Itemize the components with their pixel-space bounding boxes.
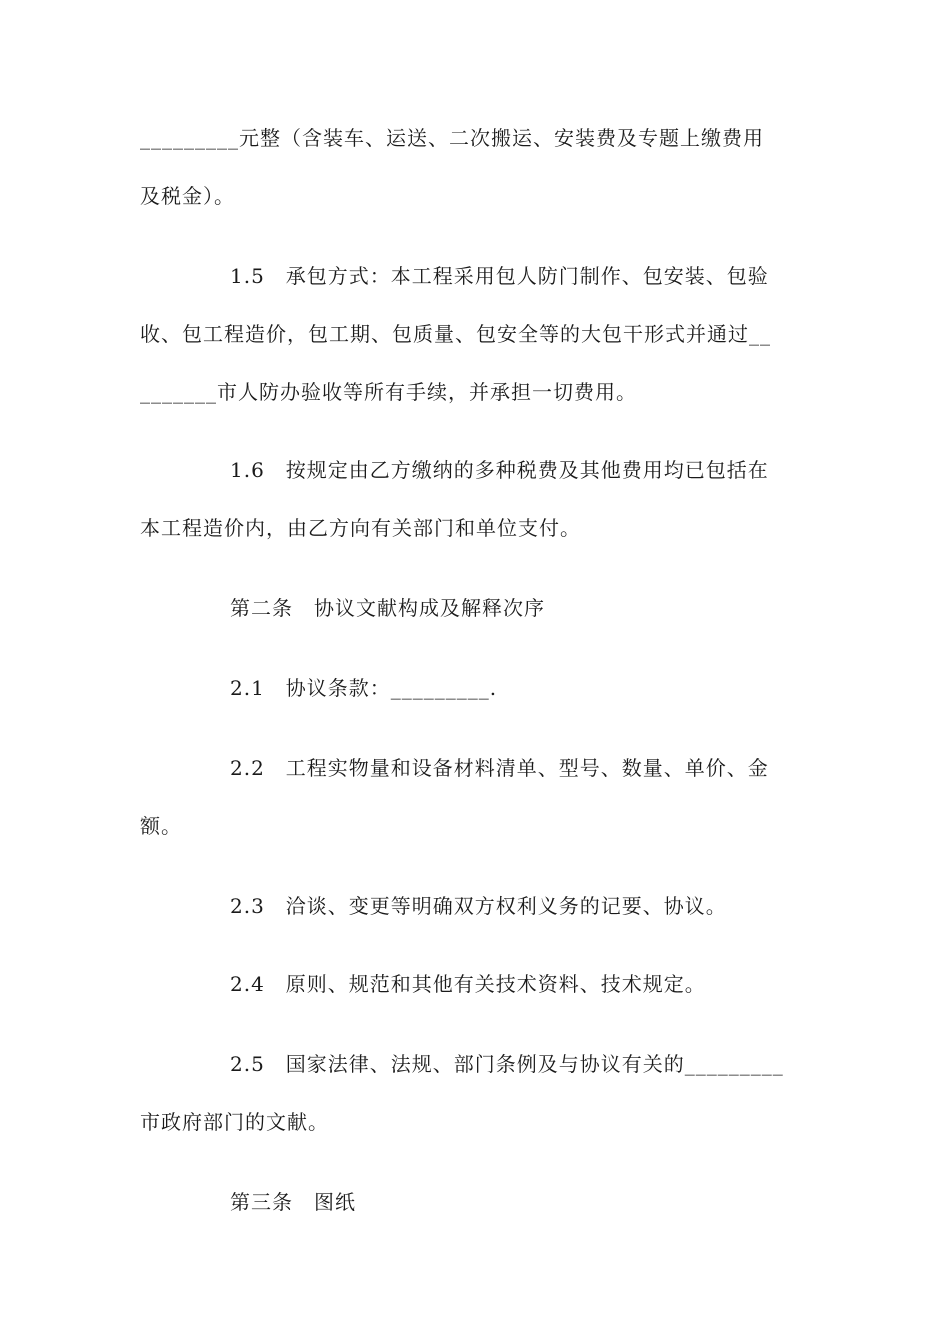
- clause-2-2: 2.2 工程实物量和设备材料清单、型号、数量、单价、金: [230, 756, 769, 780]
- text-line: 及税金）。: [140, 184, 235, 208]
- text-line: 市政府部门的文献。: [140, 1110, 329, 1134]
- article-3-heading: 第三条 图纸: [230, 1190, 356, 1214]
- clause-2-3: 2.3 洽谈、变更等明确双方权利义务的记要、协议。: [230, 894, 727, 918]
- article-2-heading: 第二条 协议文献构成及解释次序: [230, 596, 545, 620]
- clause-1-6: 1.6 按规定由乙方缴纳的多种税费及其他费用均已包括在: [230, 458, 769, 482]
- clause-2-4: 2.4 原则、规范和其他有关技术资料、技术规定。: [230, 972, 706, 996]
- text-line: 额。: [140, 814, 182, 838]
- clause-2-1: 2.1 协议条款：_________.: [230, 676, 498, 700]
- text-line: 收、包工程造价，包工期、包质量、包安全等的大包干形式并通过__: [140, 322, 771, 346]
- text-line: 本工程造价内，由乙方向有关部门和单位支付。: [140, 516, 581, 540]
- clause-1-5: 1.5 承包方式：本工程采用包人防门制作、包安装、包验: [230, 264, 769, 288]
- clause-2-5: 2.5 国家法律、法规、部门条例及与协议有关的_________: [230, 1052, 784, 1076]
- text-line: _______市人防办验收等所有手续，并承担一切费用。: [140, 380, 637, 404]
- text-line: _________元整（含装车、运送、二次搬运、安装费及专题上缴费用: [140, 126, 764, 150]
